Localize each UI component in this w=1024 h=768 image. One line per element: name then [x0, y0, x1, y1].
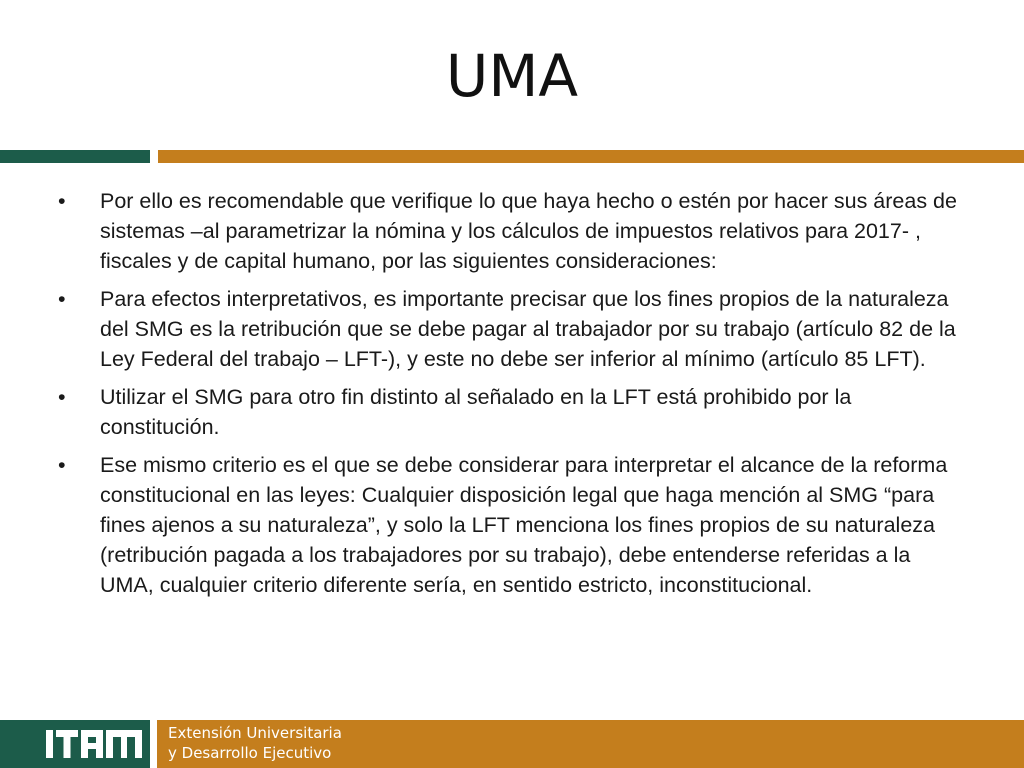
bullet-text: Por ello es recomendable que verifique lo que haya hecho o estén por hacer sus áreas de sistemas –al parametrizar la nómina y los cálculos de impuestos relativos para 2017- , fiscales y de capital humano, por las siguientes consideraciones: — [100, 189, 957, 273]
bullet-marker: • — [58, 385, 66, 409]
bullet-item — [58, 284, 968, 374]
bullet-item — [58, 450, 968, 600]
bullet-list — [58, 186, 968, 608]
top-divider-gold — [158, 150, 1024, 163]
slide-title: UMA — [445, 42, 579, 110]
bullet-marker: • — [58, 453, 66, 477]
top-divider-green — [0, 150, 150, 163]
bullet-marker: • — [58, 189, 66, 213]
footer-caption — [168, 723, 342, 763]
footer-line-2: y Desarrollo Ejecutivo — [168, 744, 332, 762]
bullet-text: Para efectos interpretativos, es importante precisar que los fines propios de la naturaleza del SMG es la retribución que se debe pagar al trabajador por su trabajo (artículo 82 de la Ley Federal del trabajo – LFT-), y este no debe ser inferior al mínimo (artículo 85 LFT). — [100, 287, 956, 371]
bullet-item — [58, 382, 968, 442]
itam-logo-icon — [46, 730, 144, 763]
footer-line-1: Extensión Universitaria — [168, 724, 342, 742]
bullet-item — [58, 186, 968, 276]
bullet-text: Ese mismo criterio es el que se debe considerar para interpretar el alcance de la reforma constitucional en las leyes: Cualquier disposición legal que haga mención al SMG “para fines ajenos a su naturaleza”, y solo la LFT menciona los fines propios de su naturaleza (retribución pagada a los trabajadores por su trabajo), debe entenderse referidas a la UMA, cualquier criterio diferente sería, en sentido estricto, inconstitucional. — [100, 453, 948, 597]
bullet-marker: • — [58, 287, 66, 311]
bullet-text: Utilizar el SMG para otro fin distinto al señalado en la LFT está prohibido por la constitución. — [100, 385, 852, 439]
